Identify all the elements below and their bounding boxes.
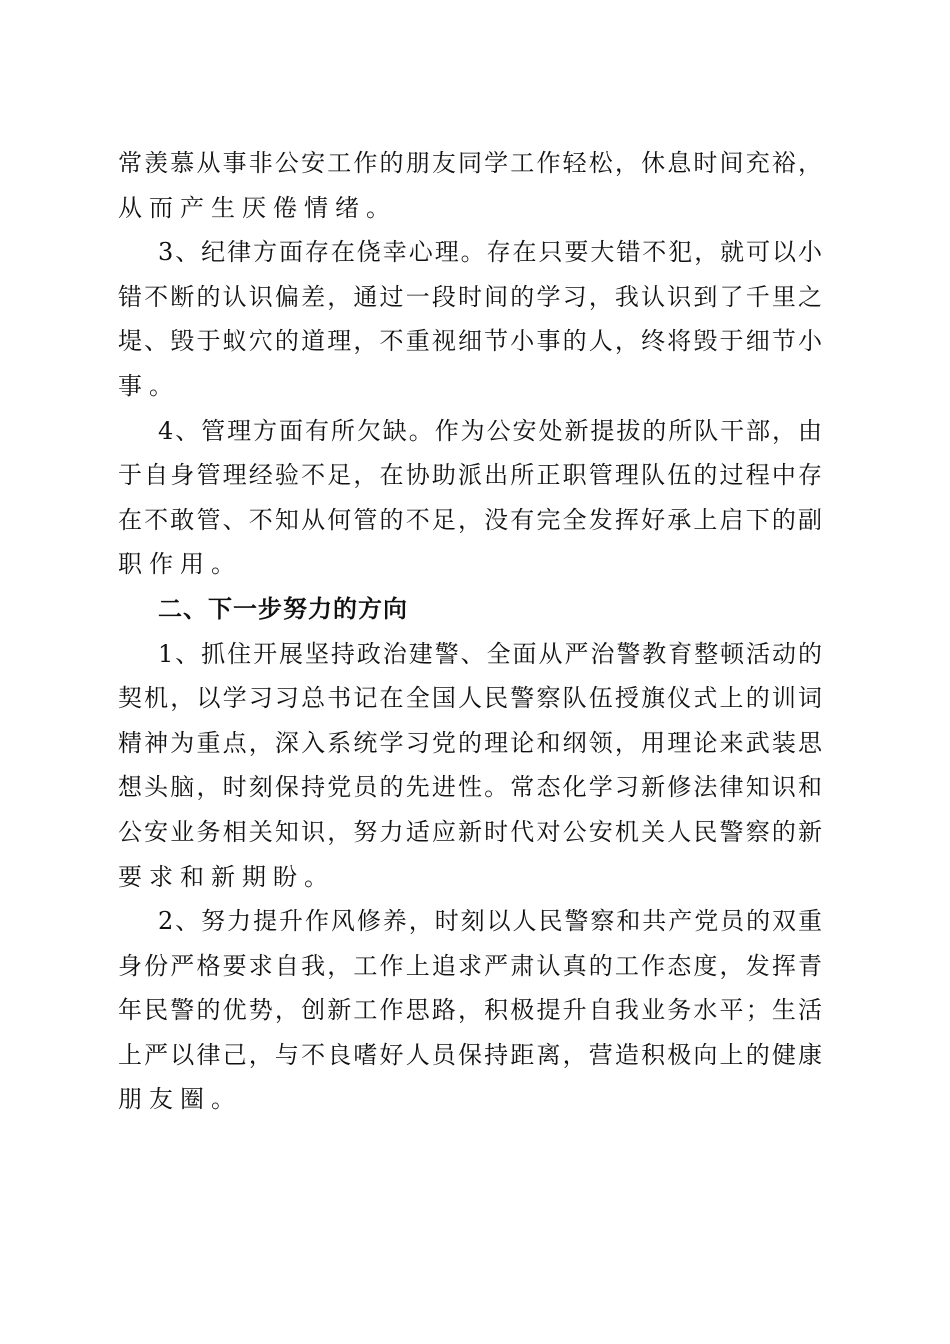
paragraph [118,409,822,587]
text-line: 二、下一步努力的方向 [158,594,408,623]
text-line: 职作用。 [118,550,242,579]
paragraph [118,141,822,230]
text-line: 朋友圈。 [118,1085,242,1114]
text-line: 想头脑，时刻保持党员的先进性。常态化学习新修法律知识和 [118,773,822,802]
paragraph [118,899,822,1122]
paragraph [118,230,822,408]
text-line: 年民警的优势，创新工作思路，积极提升自我业务水平；生活 [118,996,822,1025]
text-line: 公安业务相关知识，努力适应新时代对公安机关人民警察的新 [118,817,822,846]
text-line: 1、抓住开展坚持政治建警、全面从严治警教育整顿活动的 [158,639,822,668]
section-heading [118,587,822,632]
text-line: 错不断的认识偏差，通过一段时间的学习，我认识到了千里之 [118,282,822,311]
text-line: 2、努力提升作风修养，时刻以人民警察和共产党员的双重 [158,907,822,936]
text-line: 3、纪律方面存在侥幸心理。存在只要大错不犯，就可以小 [158,238,822,267]
document-page [118,141,822,1122]
text-line: 精神为重点，深入系统学习党的理论和纲领，用理论来武装思 [118,728,822,757]
text-line: 于自身管理经验不足，在协助派出所正职管理队伍的过程中存 [118,461,822,490]
paragraph [118,632,822,900]
text-line: 身份严格要求自我，工作上追求严肃认真的工作态度，发挥青 [118,951,822,980]
text-line: 契机，以学习习总书记在全国人民警察队伍授旗仪式上的训词 [118,684,822,713]
text-line: 事。 [118,371,180,400]
text-line: 常羡慕从事非公安工作的朋友同学工作轻松，休息时间充裕， [118,149,822,177]
text-line: 堤、毁于蚁穴的道理，不重视细节小事的人，终将毁于细节小 [118,327,822,356]
text-line: 从而产生厌倦情绪。 [118,193,397,222]
text-line: 在不敢管、不知从何管的不足，没有完全发挥好承上启下的副 [118,505,822,534]
text-line: 要求和新期盼。 [118,862,335,891]
text-line: 4、管理方面有所欠缺。作为公安处新提拔的所队干部，由 [158,416,822,445]
text-line: 上严以律己，与不良嗜好人员保持距离，营造积极向上的健康 [118,1040,822,1069]
